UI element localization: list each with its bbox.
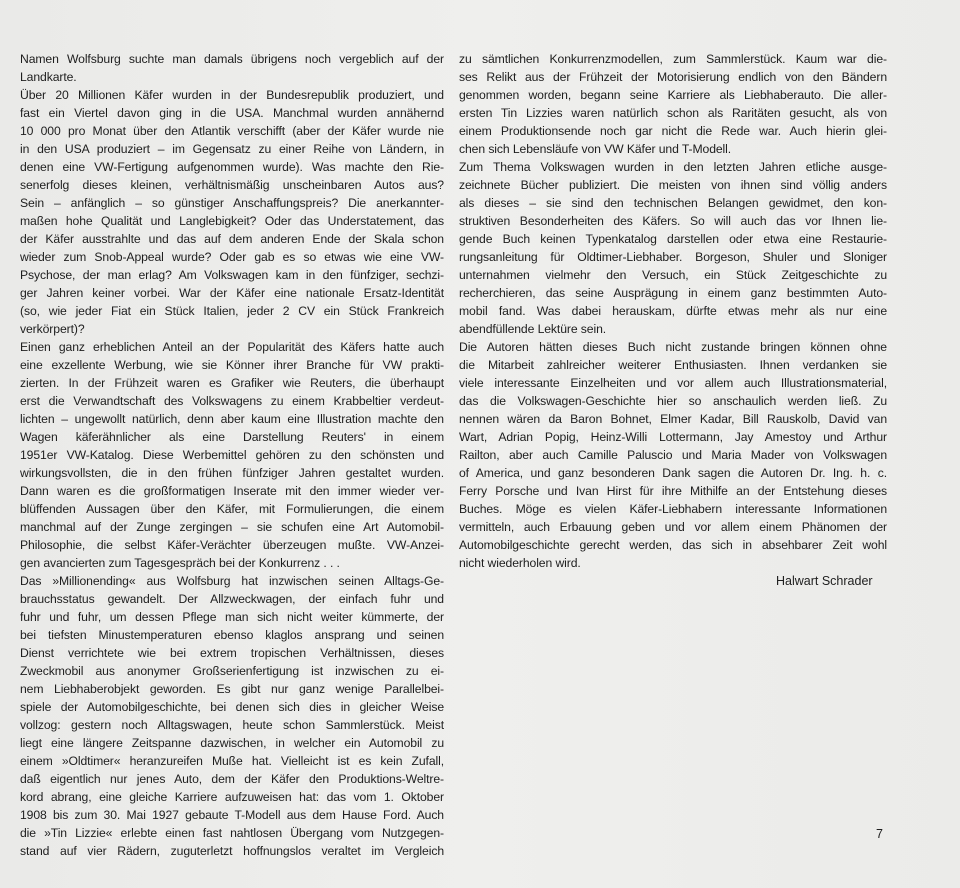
text-line: zierten. In der Frühzeit waren es Grafiker wie Reuters, die überhaupt <box>20 376 444 390</box>
text-line: Landkarte. <box>20 70 77 84</box>
text-line: chen sich Lebensläufe von VW Käfer und T-Modell. <box>459 142 732 156</box>
text-line: Über 20 Millionen Käfer wurden in der Bundesrepublik produziert, und <box>20 88 444 102</box>
text-line: Philosophie, die selbst Käfer-Verächter überzeugen mußte. VW-Anzei- <box>20 538 444 552</box>
text-line: brauchsstatus gewandelt. Der Allzweckwagen, der einfach fuhr und <box>20 592 444 606</box>
text-line: nennen wären da Baron Bohnet, Elmer Kadar, Bill Rauskolb, David van <box>459 412 887 426</box>
text-line: abendfüllende Lektüre sein. <box>459 322 607 336</box>
text-column-left <box>20 50 444 860</box>
text-line: das die Volkswagen-Geschichte hier so anschaulich werden ließ. Zu <box>459 394 887 408</box>
text-line: 10 000 pro Monat über den Atlantik verschifft (aber der Käfer wurde nie <box>20 124 444 138</box>
text-line: nem Liebhaberobjekt geworden. Es gibt nur ganz wenige Parallelbei- <box>20 682 444 696</box>
text-line: kord abrang, eine gleiche Karriere aufzuweisen hat: das vom 1. Oktober <box>20 790 444 804</box>
text-line: recherchieren, das seine Ausprägung in einem ganz bestimmten Auto- <box>459 286 887 300</box>
text-line: lichten – ungewollt natürlich, denn aber kaum eine Illustration machte den <box>20 412 444 426</box>
text-line: fast ein Viertel davon ging in die USA. Manchmal wurden annähernd <box>20 106 444 120</box>
text-line: maßen hohe Qualität und Langlebigkeit? Oder das Understatement, das <box>20 214 444 228</box>
text-line: als dieses – sie sind den technischen Belangen gewidmet, den kon- <box>459 196 887 210</box>
text-line: ger Jahren keiner vorbei. War der Käfer eine nationale Ersatz-Identität <box>20 286 444 300</box>
text-line: die »Tin Lizzie« erlebte einen fast nahtlosen Übergang vom Nutzgegen- <box>20 826 444 840</box>
text-line: mobil fand. Was dabei herauskam, dürfte etwas mehr als nur eine <box>459 304 887 318</box>
text-line: vollzog: gestern noch Alltagswagen, heute schon Sammlerstück. Meist <box>20 718 444 732</box>
text-line: (so, wie jeder Fiat ein Stück Italien, jeder 2 CV ein Stück Frankreich <box>20 304 444 318</box>
text-line: verkörpert)? <box>20 322 85 336</box>
text-line: Buches. Möge es vielen Käfer-Liebhabern interessante Informationen <box>459 502 887 516</box>
text-line: genommen worden, begann seine Karriere als Liebhaberauto. Die aller- <box>459 88 887 102</box>
text-line: blüffenden Aussagen über den Käfer, mit Formulierungen, die einem <box>20 502 444 516</box>
text-line: Die Autoren hätten dieses Buch nicht zustande bringen können ohne <box>459 340 887 354</box>
text-line: einem Produktionsende noch gar nicht die Rede war. Auch hierin glei- <box>459 124 887 138</box>
text-line: of America, und ganz besonderen Dank sagen die Autoren Dr. Ing. h. c. <box>459 466 887 480</box>
text-line: Zum Thema Volkswagen wurden in den letzten Jahren etliche ausge- <box>459 160 887 174</box>
text-line: struktiven Besonderheiten des Käfers. So will auch das vor Ihnen lie- <box>459 214 887 228</box>
text-line: Zweckmobil aus anonymer Großserienfertigung ist inzwischen zu ei- <box>20 664 444 678</box>
text-line: der Käfer ausstrahlte und das auf dem anderen Ende der Skala schon <box>20 232 444 246</box>
text-line: wieder zum Snob-Appeal wurde? Oder gab es so etwas wie eine VW- <box>20 250 444 264</box>
text-line: unternahmen vielmehr den Versuch, ein Stück Zeitgeschichte zu <box>459 268 887 282</box>
author-signature: Halwart Schrader <box>776 574 873 588</box>
text-line: spiele der Automobilgeschichte, bei denen sich dies in gleicher Weise <box>20 700 444 714</box>
text-line: Dienst verrichtete wie bei extrem tropischen Verhältnissen, dieses <box>20 646 444 660</box>
text-column-right <box>459 50 887 572</box>
text-line: denen eine VW-Fertigung aufgenommen wurde). Was machte den Rie- <box>20 160 444 174</box>
text-line: rungsanleitung für Oldtimer-Liebhaber. Borgeson, Shuler und Sloniger <box>459 250 887 264</box>
text-line: viele interessante Einzelheiten und vor allem auch Illustrationsmaterial, <box>459 376 887 390</box>
text-line: stand auf vier Rädern, zuguterletzt hoffnungslos veraltet im Vergleich <box>20 844 444 858</box>
text-line: wirkungsvollsten, die in den frühen fünfziger Jahren gestaltet wurden. <box>20 466 444 480</box>
text-line: ses Relikt aus der Frühzeit der Motorisierung endlich von den Bändern <box>459 70 887 84</box>
text-line: erst die Verwandtschaft des Volkswagens zu einem Krabbeltier verdeut- <box>20 394 444 408</box>
page-number: 7 <box>876 827 883 841</box>
text-line: 1908 bis zum 30. Mai 1927 gebaute T-Modell aus dem Hause Ford. Auch <box>20 808 444 822</box>
text-line: Railton, aber auch Camille Paluscio und Maria Mader von Volkswagen <box>459 448 887 462</box>
text-line: bei tiefsten Minustemperaturen ebenso klaglos ansprang und seinen <box>20 628 444 642</box>
text-line: Ferry Porsche und Ivan Hirst für ihre Mithilfe an der Entstehung dieses <box>459 484 887 498</box>
text-line: einem »Oldtimer« heranzureifen Muße hat. Vielleicht ist es kein Zufall, <box>20 754 444 768</box>
text-line: daß eigentlich nur jenes Auto, dem der Käfer den Produktions-Weltre- <box>20 772 444 786</box>
text-line: zu sämtlichen Konkurrenzmodellen, zum Sammlerstück. Kaum war die- <box>459 52 887 66</box>
text-line: 1951er VW-Katalog. Diese Werbemittel gehören zu den schönsten und <box>20 448 444 462</box>
text-line: gende Buch keinen Typenkatalog darstellen oder etwa eine Restaurie- <box>459 232 887 246</box>
text-line: Dann waren es die großformatigen Inserate mit den immer wieder ver- <box>20 484 444 498</box>
text-line: Automobilgeschichte gerecht werden, das sich in absehbarer Zeit wohl <box>459 538 887 552</box>
text-line: manchmal auf der Zunge zergingen – sie schufen eine Art Automobil- <box>20 520 444 534</box>
text-line: gen avancierten zum Tagesgespräch bei der Konkurrenz . . . <box>20 556 340 570</box>
text-line: Psychose, der man erlag? Am Volkswagen kam in den fünfziger, sechzi- <box>20 268 444 282</box>
text-line: eine exzellente Werbung, wie sie Könner ihrer Branche für VW prakti- <box>20 358 444 372</box>
text-line: Namen Wolfsburg suchte man damals übrigens noch vergeblich auf der <box>20 52 444 66</box>
text-line: die Mitarbeit zahlreicher weiterer Enthusiasten. Ihnen verdanken sie <box>459 358 887 372</box>
text-line: Wagen käferähnlicher als eine Darstellung Reuters' in einem <box>20 430 444 444</box>
text-line: Wart, Adrian Popig, Heinz-Willi Lottermann, Jay Amestoy und Arthur <box>459 430 887 444</box>
text-line: nicht wiederholen wird. <box>459 556 581 570</box>
text-line: liegt eine längere Zeitspanne dazwischen, in welcher ein Automobil zu <box>20 736 444 750</box>
text-line: fuhr und fuhr, um dessen Pflege man sich nicht weiter kümmerte, der <box>20 610 444 624</box>
text-line: ersten Tin Lizzies waren natürlich schon als Raritäten gesucht, als von <box>459 106 887 120</box>
text-line: senerfolg dieses kleinen, verhältnismäßig unscheinbaren Autos aus? <box>20 178 444 192</box>
text-line: in den USA produziert – im Gegensatz zu einer Reihe von Ländern, in <box>20 142 444 156</box>
text-line: vermitteln, auch Erbauung geben und vor allem einem Phänomen der <box>459 520 887 534</box>
text-line: Das »Millionending« aus Wolfsburg hat inzwischen seinen Alltags-Ge- <box>20 574 444 588</box>
text-line: Sein – anfänglich – so günstiger Anschaffungspreis? Die anerkannter- <box>20 196 444 210</box>
text-line: zeichnete Bücher publiziert. Die meisten von ihnen sind völlig anders <box>459 178 887 192</box>
text-line: Einen ganz erheblichen Anteil an der Popularität des Käfers hatte auch <box>20 340 444 354</box>
